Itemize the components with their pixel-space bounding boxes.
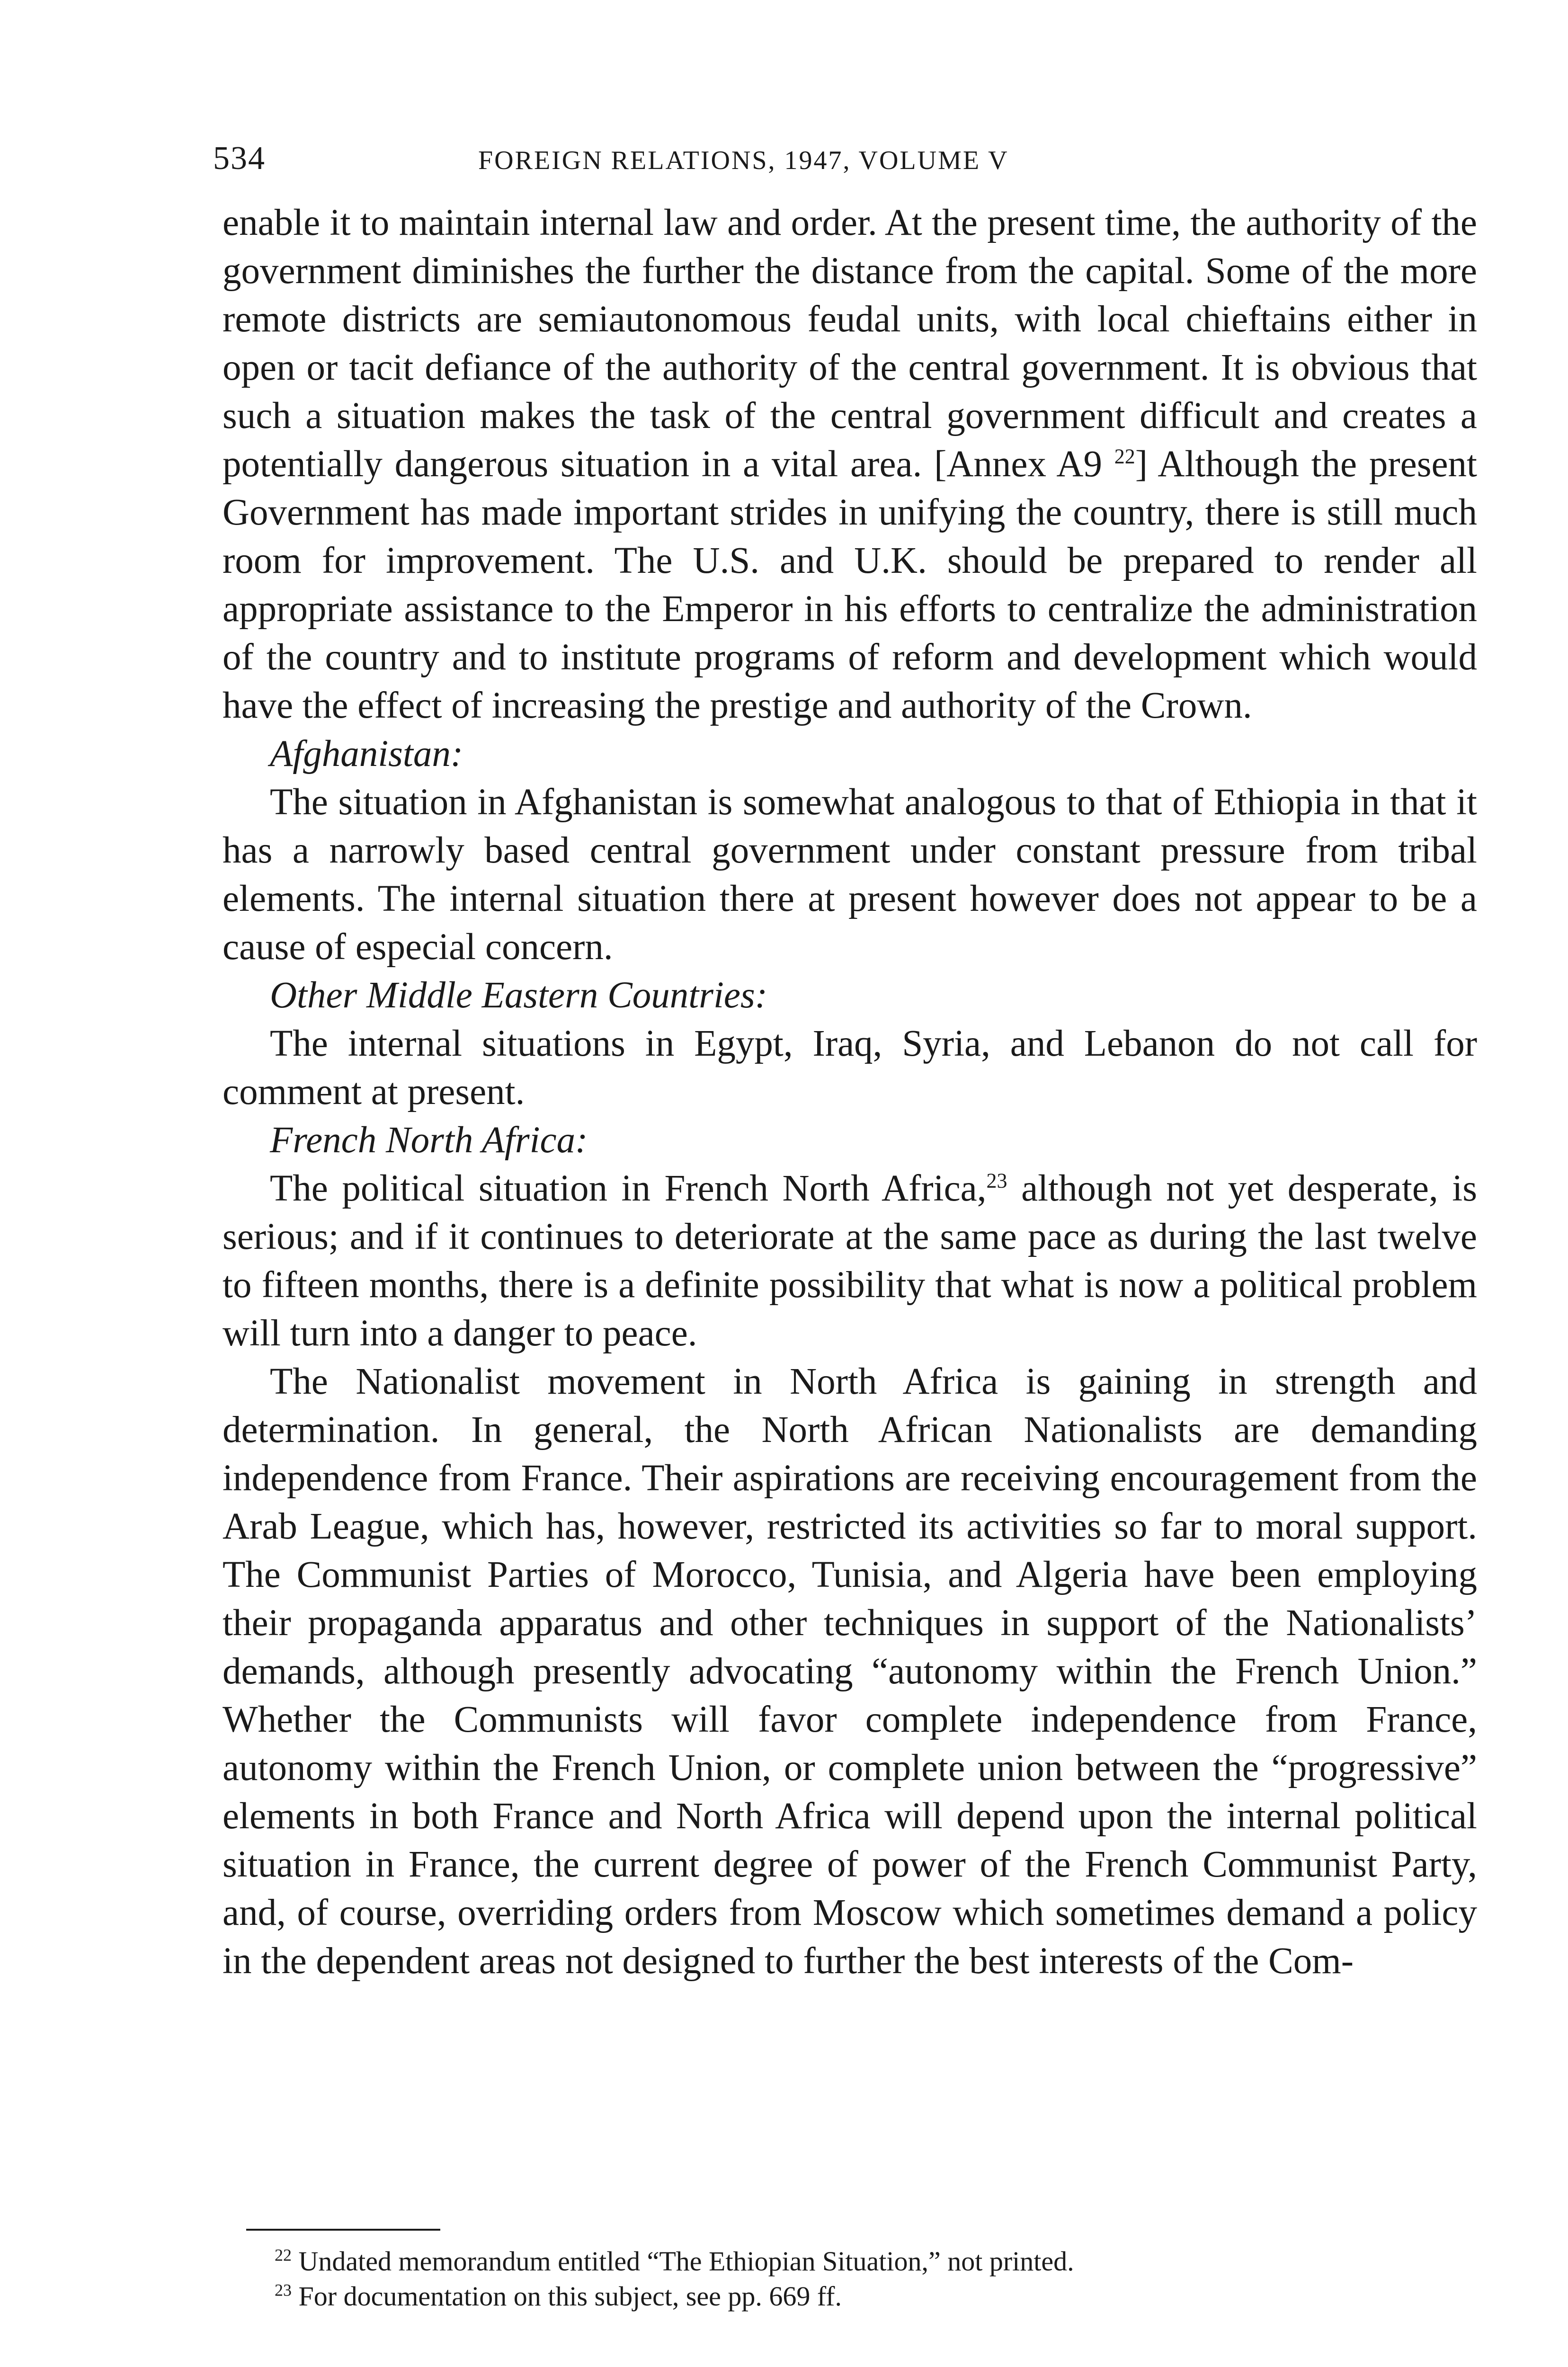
paragraph-text: The political situation in French North Africa,: [270, 1168, 987, 1209]
paragraph-text: enable it to maintain internal law and order. At the present time, the authority of the government diminishes the further the distance from the capital. Some of the more remote districts are semiautonomous feudal units, with local chieftains either in open or tacit defiance of the authority of the central government. It is obvious that such a situation makes the task of the central government difficult and creates a potentially dangerous situation in a vital area. [Annex A9: [223, 202, 1477, 485]
footnote-rule: [246, 2229, 440, 2231]
page-number: 534: [213, 140, 266, 177]
paragraph-text: although not yet desperate, is serious; and if it continues to deteriorate at the same pace as during the last twelve to fifteen months, there is a definite possibility that what is now a political problem will turn into a danger to peace.: [223, 1168, 1477, 1354]
heading-french-north-africa: French North Africa:: [270, 1120, 588, 1161]
footnote-ref-22: 22: [1114, 445, 1135, 468]
paragraph-nationalist-movement: The Nationalist movement in North Africa is gaining in strength and determination. In general, the North African Nationalists are demanding independence from France. Their aspirations are receiving encouragement from the Arab League, which has, however, restricted its activities so far to moral support. The Communist Parties of Morocco, Tunisia, and Algeria have been employing their propaganda apparatus and other techniques in support of the Nationalists’ demands, although presently advocating “autonomy within the French Union.” Whether the Communists will favor complete independence from France, autonomy within the French Union, or complete union between the “progressive” elements in both France and North Africa will depend upon the internal political situation in France, the current degree of power of the French Communist Party, and, of course, overriding orders from Moscow which sometimes demand a policy in the dependent areas not designed to further the best interests of the Com-: [223, 1361, 1477, 1982]
running-title: FOREIGN RELATIONS, 1947, VOLUME V: [478, 146, 1009, 175]
body-text: [223, 199, 1477, 1985]
paragraph-afghanistan: The situation in Afghanistan is somewhat analogous to that of Ethiopia in that it has a narrowly based central government under constant pressure from tribal elements. The internal situation there at present however does not appear to be a cause of especial concern.: [223, 782, 1477, 968]
footnote-text: Undated memorandum entitled “The Ethiopian Situation,” not printed.: [298, 2246, 1074, 2277]
footnote-ref-23: 23: [986, 1169, 1007, 1192]
running-head: [213, 137, 1406, 180]
paragraph-ethiopia-continued: [223, 199, 1477, 730]
footnote-22: [275, 2244, 1449, 2279]
heading-other-middle-eastern: Other Middle Eastern Countries:: [270, 975, 768, 1016]
paragraph-other-countries: The internal situations in Egypt, Iraq, Syria, and Lebanon do not call for comment at present.: [223, 1023, 1477, 1112]
footnote-mark: 22: [275, 2245, 292, 2265]
footnotes: [275, 2244, 1449, 2314]
paragraph-french-north-africa: [223, 1165, 1477, 1358]
heading-afghanistan: Afghanistan:: [270, 733, 463, 774]
paragraph-text: ] Although the present Government has made important strides in unifying the country, there is still much room for improvement. The U.S. and U.K. should be prepared to render all appropriate assistance to the Emperor in his efforts to centralize the administration of the country and to institute programs of reform and development which would have the effect of increasing the prestige and authority of the Crown.: [223, 444, 1477, 726]
footnote-mark: 23: [275, 2280, 292, 2300]
footnote-text: For documentation on this subject, see pp. 669 ff.: [298, 2281, 842, 2312]
footnote-23: [275, 2279, 1449, 2314]
